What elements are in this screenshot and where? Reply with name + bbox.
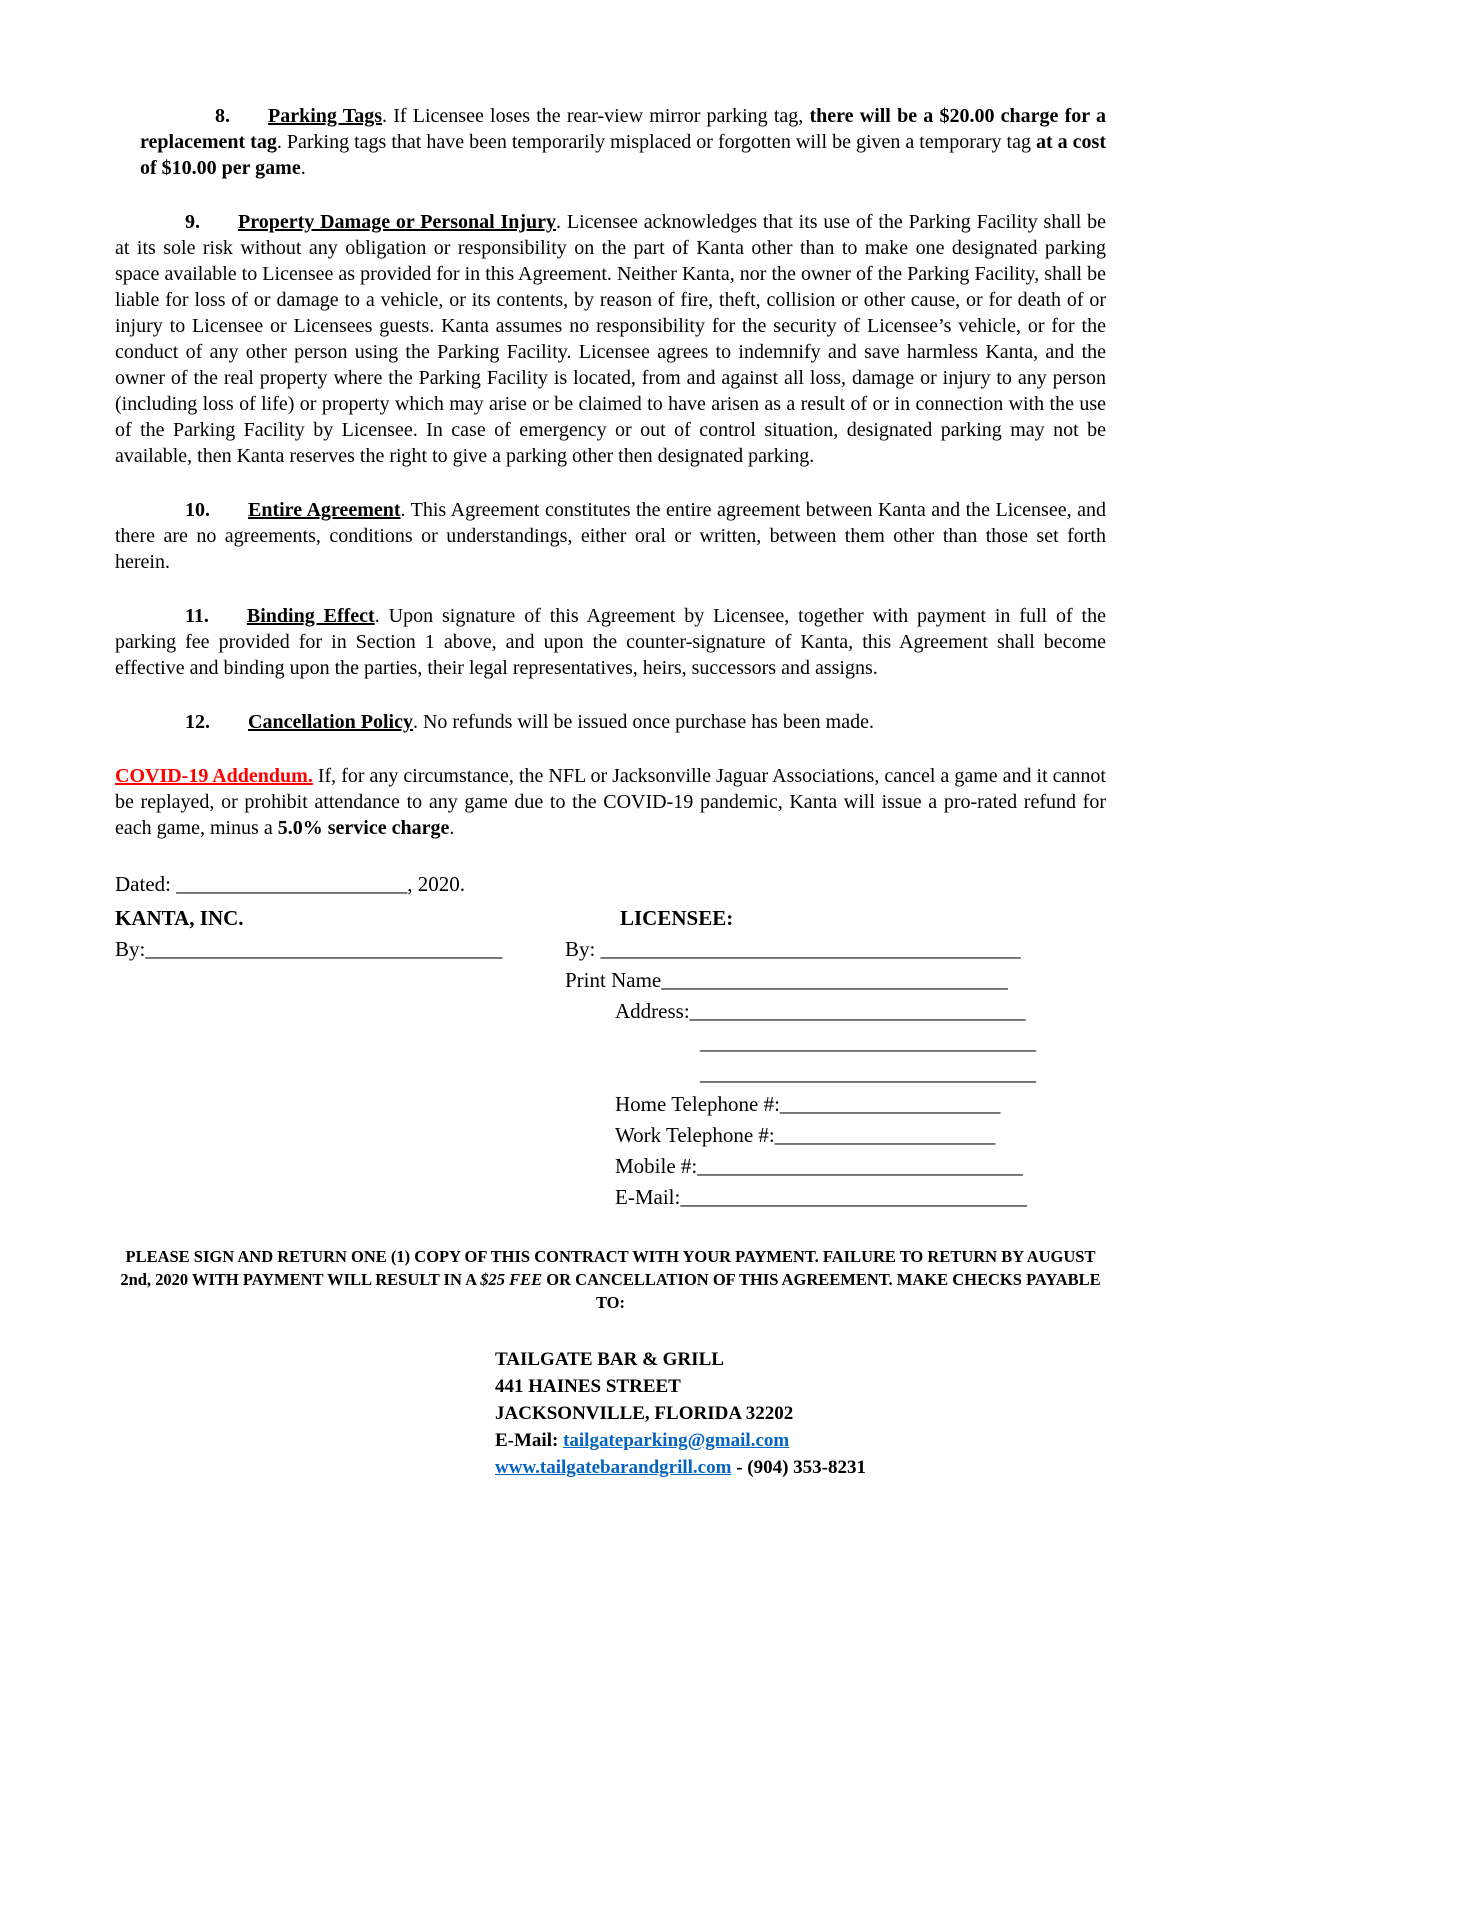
section-10-entire-agreement (115, 497, 1106, 575)
payee-name: TAILGATE BAR & GRILL (495, 1349, 724, 1370)
payee-city: JACKSONVILLE, FLORIDA 32202 (495, 1403, 794, 1424)
address-line: Address:________________________________ (615, 999, 1026, 1023)
print-name-line: Print Name_________________________________ (565, 968, 1008, 992)
notice-text-2: OR CANCELLATION OF THIS AGREEMENT. MAKE CHECKS PAYABLE TO: (542, 1270, 1101, 1312)
address-blank-line-1: ________________________________ (700, 1030, 1036, 1054)
section-8-title: Parking Tags (268, 105, 383, 127)
section-10-number: 10. (185, 499, 210, 521)
email-link[interactable]: tailgateparking@gmail.com (563, 1430, 790, 1451)
section-11-number: 11. (185, 605, 209, 627)
section-9-text: . Licensee acknowledges that its use of the Parking Facility shall be at its sole risk without any obligation or responsibility on the part of Kanta other than to make one designated parking space available to Licensee as provided for in this Agreement. Neither Kanta, nor the owner of the Parking Facility, shall be liable for loss of or damage to a vehicle, or its contents, by reason of fire, theft, collision or other cause, or for death of or injury to Licensee or Licensees guests. Kanta assumes no responsibility for the security of Licensee’s vehicle, or for the conduct of any other person using the Parking Facility. Licensee agrees to indemnify and save harmless Kanta, and the owner of the real property where the Parking Facility is located, from and against all loss, damage or injury to any person (including loss of life) or property which may arise or be claimed to have arisen as a result of or in connection with the use of the Parking Facility by Licensee. In case of emergency or out of control situation, designated parking may not be available, then Kanta reserves the right to give a parking other then designated parking. (115, 211, 1107, 467)
sign-and-return-notice (115, 1245, 1106, 1314)
dated-line: Dated: ______________________, 2020. (115, 872, 465, 896)
payee-website-line (495, 1454, 1106, 1481)
payee-street: 441 HAINES STREET (495, 1376, 681, 1397)
section-11-binding-effect (115, 603, 1106, 681)
section-12-text: . No refunds will be issued once purchase has been made. (412, 711, 874, 733)
section-9-number: 9. (185, 211, 200, 233)
covid-addendum-text-2: . (449, 817, 455, 839)
section-12-number: 12. (185, 711, 210, 733)
section-11-title: Binding Effect (246, 605, 375, 627)
signature-columns (115, 903, 1106, 1213)
payee-email-line (495, 1427, 1106, 1454)
mobile-line: Mobile #:_______________________________ (615, 1154, 1023, 1178)
payee-contact-block (495, 1346, 1106, 1481)
licensee-heading: LICENSEE: (620, 906, 734, 930)
work-telephone-line: Work Telephone #:_____________________ (615, 1123, 996, 1147)
section-8-text-3: . (300, 157, 306, 179)
section-12-cancellation-policy (115, 709, 1106, 735)
section-8-text-1: . If Licensee loses the rear-view mirror parking tag, (382, 105, 810, 127)
website-link[interactable]: www.tailgatebarandgrill.com (495, 1457, 732, 1478)
section-8-bold-1: there will be a $20.00 charge for a replacement tag (140, 105, 1106, 153)
kanta-heading: KANTA, INC. (115, 906, 244, 930)
section-9-property-damage (115, 209, 1106, 469)
section-8-number: 8. (215, 105, 230, 127)
section-8-text-2: . Parking tags that have been temporarily misplaced or forgotten will be given a temporary tag (276, 131, 1036, 153)
home-telephone-line: Home Telephone #:_____________________ (615, 1092, 1001, 1116)
covid-addendum-title: COVID-19 Addendum. (115, 765, 313, 787)
section-10-title: Entire Agreement (248, 499, 401, 521)
licensee-signature-column (565, 903, 1106, 1213)
section-8-bold-2: at a cost of $10.00 per game (140, 131, 1106, 179)
covid-addendum-paragraph (115, 763, 1106, 841)
notice-text-1: PLEASE SIGN AND RETURN ONE (1) COPY OF THIS CONTRACT WITH YOUR PAYMENT. FAILURE TO RETURN BY AUGUST 2nd, 2020 WITH PAYMENT WILL RESULT IN A (120, 1247, 1096, 1289)
section-9-title: Property Damage or Personal Injury (238, 211, 557, 233)
phone-text: - (904) 353-8231 (731, 1457, 866, 1478)
email-line: E-Mail:_________________________________ (615, 1185, 1027, 1209)
licensee-by-line: By: ________________________________________ (565, 937, 1021, 961)
address-blank-line-2: ________________________________ (700, 1061, 1036, 1085)
covid-addendum-bold: 5.0% service charge (277, 817, 450, 839)
email-label: E-Mail: (495, 1430, 564, 1451)
section-8-parking-tags (140, 103, 1106, 181)
kanta-by-line: By:__________________________________ (115, 937, 503, 961)
covid-addendum-text-1: If, for any circumstance, the NFL or Jacksonville Jaguar Associations, cancel a game and it cannot be replayed, or prohibit attendance to any game due to the COVID-19 pandemic, Kanta will issue a pro-rated refund for each game, minus a (115, 765, 1106, 839)
section-11-text: . Upon signature of this Agreement by Licensee, together with payment in full of the parking fee provided for in Section 1 above, and upon the counter-signature of Kanta, this Agreement shall become effective and binding upon the parties, their legal representatives, heirs, successors and assigns. (115, 605, 1106, 679)
kanta-signature-column (115, 903, 565, 965)
signature-block (115, 869, 1106, 1213)
section-12-title: Cancellation Policy (248, 711, 413, 733)
fee-amount: $25 FEE (480, 1270, 543, 1289)
section-10-text: . This Agreement constitutes the entire agreement between Kanta and the Licensee, and there are no agreements, conditions or understandings, either oral or written, between them other than those set forth herein. (115, 499, 1106, 573)
